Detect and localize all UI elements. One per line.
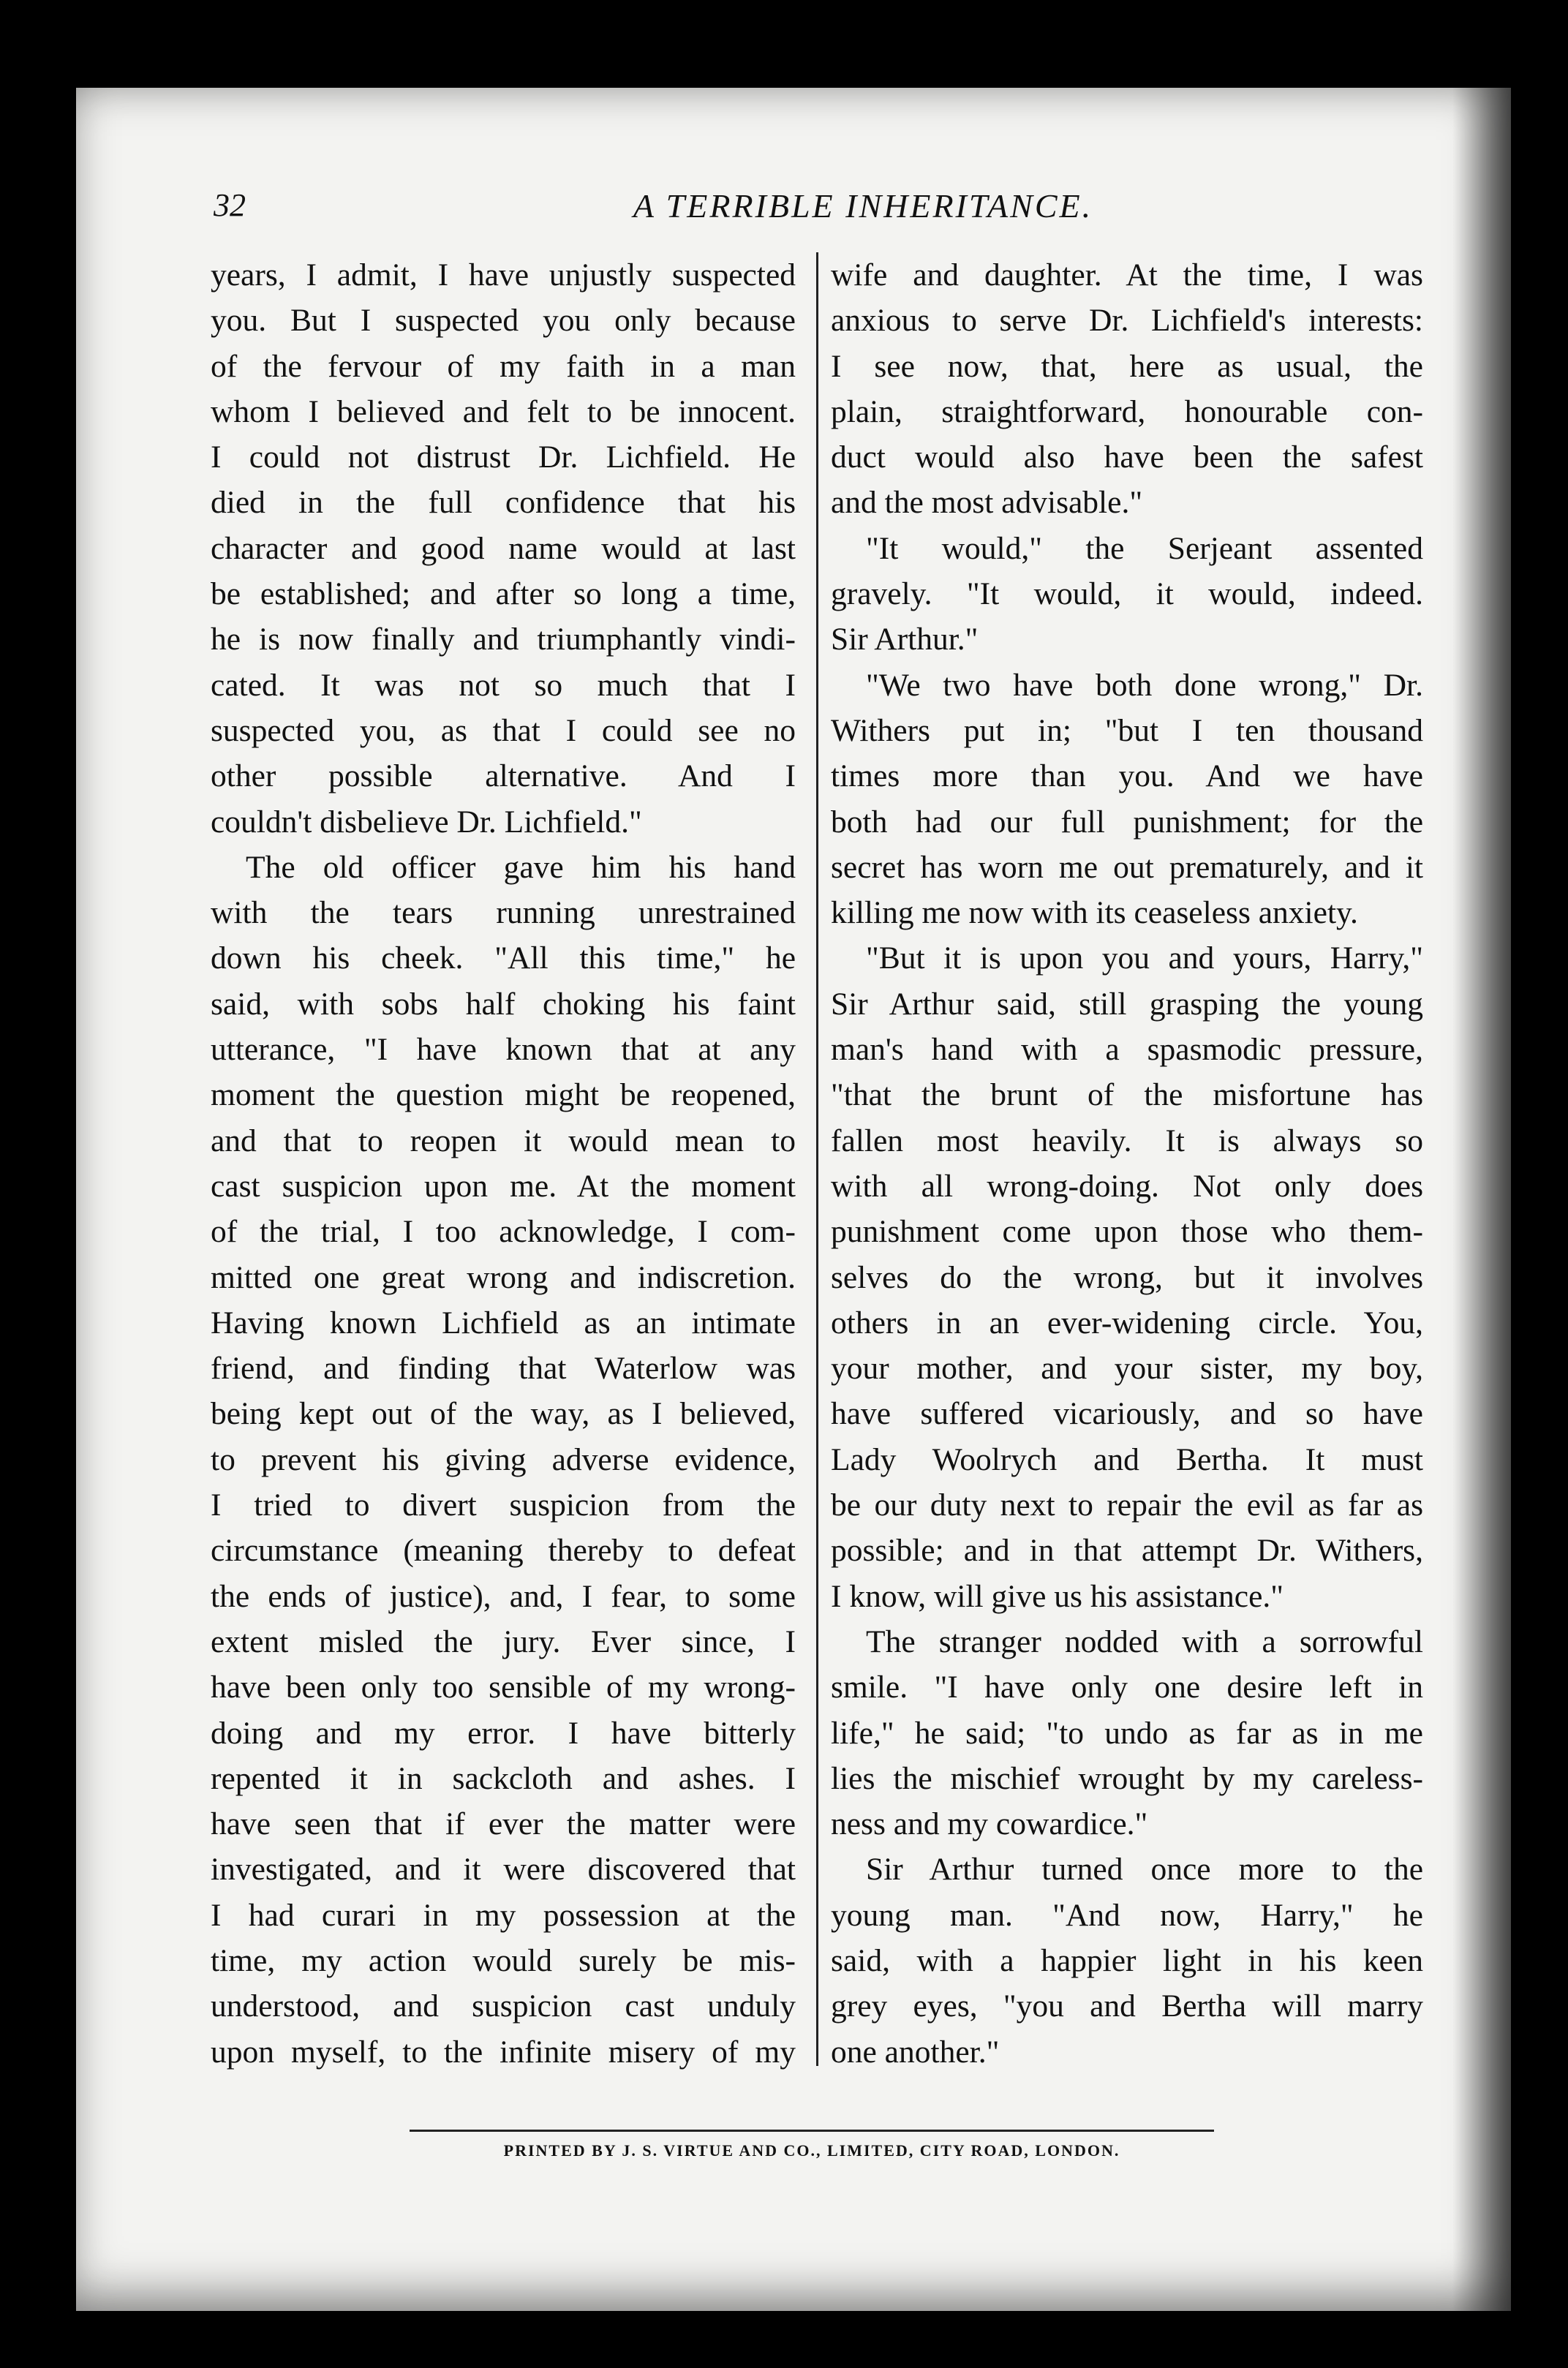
text-line: Sir Arthur said, still grasping the young: [831, 986, 1423, 1022]
text-line: of the fervour of my faith in a man: [211, 348, 796, 384]
text-line: one another.": [831, 2034, 1000, 2070]
text-line: down his cheek. "All this time," he: [211, 940, 796, 976]
text-line: man's hand with a spasmodic pressure,: [831, 1032, 1423, 1068]
page-header: [214, 186, 1425, 230]
text-line: circumstance (meaning thereby to defeat: [211, 1533, 796, 1569]
text-line: died in the full confidence that his: [211, 485, 796, 521]
text-line: cated. It was not so much that I: [211, 667, 796, 703]
text-line: years, I admit, I have unjustly suspected: [211, 257, 796, 293]
text-line: investigated, and it were discovered that: [211, 1852, 796, 1888]
text-line: young man. "And now, Harry," he: [831, 1897, 1423, 1933]
running-title: A TERRIBLE INHERITANCE.: [633, 187, 1093, 225]
text-line: repented it in sackcloth and ashes. I: [211, 1760, 796, 1796]
text-line: I had curari in my possession at the: [211, 1897, 796, 1933]
text-line: fallen most heavily. It is always so: [831, 1123, 1423, 1158]
text-line: plain, straightforward, honourable con-: [831, 393, 1423, 429]
text-line: being kept out of the way, as I believed,: [211, 1396, 796, 1432]
text-line: of the trial, I too acknowledge, I com-: [211, 1214, 796, 1250]
text-line: he is now finally and triumphantly vindi-: [211, 622, 796, 657]
text-line: Sir Arthur.": [831, 622, 979, 657]
text-line: Having known Lichfield as an intimate: [211, 1305, 796, 1341]
page-number: 32: [214, 187, 246, 223]
text-line: cast suspicion upon me. At the moment: [211, 1168, 796, 1204]
text-line: and that to reopen it would mean to: [211, 1123, 796, 1158]
text-line: with the tears running unrestrained: [211, 895, 796, 931]
text-line: "We two have both done wrong," Dr.: [866, 667, 1423, 703]
text-line: be our duty next to repair the evil as far as: [831, 1487, 1423, 1523]
text-line: possible; and in that attempt Dr. Withers,: [831, 1533, 1423, 1569]
text-line: Sir Arthur turned once more to the: [866, 1852, 1423, 1888]
text-line: duct would also have been the safest: [831, 440, 1423, 475]
text-line: moment the question might be reopened,: [211, 1077, 796, 1113]
text-line: said, with a happier light in his keen: [831, 1942, 1423, 1978]
text-line: "But it is upon you and yours, Harry,": [866, 940, 1423, 976]
text-line: doing and my error. I have bitterly: [211, 1715, 796, 1751]
text-line: Withers put in; "but I ten thousand: [831, 712, 1423, 748]
text-line: and the most advisable.": [831, 485, 1143, 521]
text-line: I know, will give us his assistance.": [831, 1578, 1284, 1614]
text-line: lies the mischief wrought by my careless-: [831, 1760, 1423, 1796]
column-divider: [816, 252, 818, 2066]
text-line: time, my action would surely be mis-: [211, 1942, 796, 1978]
text-line: I tried to divert suspicion from the: [211, 1487, 796, 1523]
text-line: "that the brunt of the misfortune has: [831, 1077, 1423, 1113]
text-line: friend, and finding that Waterlow was: [211, 1351, 796, 1387]
text-line: have seen that if ever the matter were: [211, 1806, 796, 1842]
text-line: with all wrong-doing. Not only does: [831, 1168, 1423, 1204]
page-edge-shadow: [1452, 88, 1511, 2311]
text-line: smile. "I have only one desire left in: [831, 1670, 1423, 1705]
text-line: both had our full punishment; for the: [831, 804, 1423, 840]
text-line: The old officer gave him his hand: [246, 849, 796, 885]
text-line: "It would," the Serjeant assented: [866, 530, 1423, 566]
text-line: life," he said; "to undo as far as in me: [831, 1715, 1423, 1751]
text-line: others in an ever-widening circle. You,: [831, 1305, 1423, 1341]
text-line: to prevent his giving adverse evidence,: [211, 1441, 796, 1477]
text-line: anxious to serve Dr. Lichfield's interests:: [831, 303, 1423, 339]
text-line: Lady Woolrych and Bertha. It must: [831, 1441, 1423, 1477]
text-line: understood, and suspicion cast unduly: [211, 1988, 796, 2024]
text-line: whom I believed and felt to be innocent.: [211, 393, 796, 429]
text-line: grey eyes, "you and Bertha will marry: [831, 1988, 1423, 2024]
text-line: ness and my cowardice.": [831, 1806, 1148, 1842]
text-line: suspected you, as that I could see no: [211, 712, 796, 748]
text-line: other possible alternative. And I: [211, 758, 796, 794]
text-line: utterance, "I have known that at any: [211, 1032, 796, 1068]
left-text-column: [211, 252, 796, 2075]
text-line: character and good name would at last: [211, 530, 796, 566]
text-line: you. But I suspected you only because: [211, 303, 796, 339]
text-line: killing me now with its ceaseless anxiety.: [831, 895, 1358, 931]
text-line: selves do the wrong, but it involves: [831, 1259, 1423, 1295]
text-line: gravely. "It would, it would, indeed.: [831, 576, 1423, 612]
text-line: have suffered vicariously, and so have: [831, 1396, 1423, 1432]
text-line: upon myself, to the infinite misery of my: [211, 2034, 796, 2070]
text-line: extent misled the jury. Ever since, I: [211, 1624, 796, 1659]
text-line: be established; and after so long a time,: [211, 576, 796, 612]
text-line: I see now, that, here as usual, the: [831, 348, 1423, 384]
text-line: have been only too sensible of my wrong-: [211, 1670, 796, 1705]
text-line: secret has worn me out prematurely, and it: [831, 849, 1423, 885]
text-line: I could not distrust Dr. Lichfield. He: [211, 440, 796, 475]
text-line: the ends of justice), and, I fear, to some: [211, 1578, 796, 1614]
right-text-column: [831, 252, 1423, 2075]
printer-imprint: PRINTED BY J. S. VIRTUE AND CO., LIMITED, CITY ROAD, LONDON.: [503, 2141, 1120, 2160]
footer-rule: [410, 2130, 1214, 2132]
text-line: punishment come upon those who them-: [831, 1214, 1423, 1250]
text-line: mitted one great wrong and indiscretion.: [211, 1259, 796, 1295]
text-line: times more than you. And we have: [831, 758, 1423, 794]
text-line: wife and daughter. At the time, I was: [831, 257, 1423, 293]
text-line: said, with sobs half choking his faint: [211, 986, 796, 1022]
text-line: couldn't disbelieve Dr. Lichfield.": [211, 804, 642, 840]
text-line: your mother, and your sister, my boy,: [831, 1351, 1423, 1387]
text-line: The stranger nodded with a sorrowful: [866, 1624, 1423, 1659]
